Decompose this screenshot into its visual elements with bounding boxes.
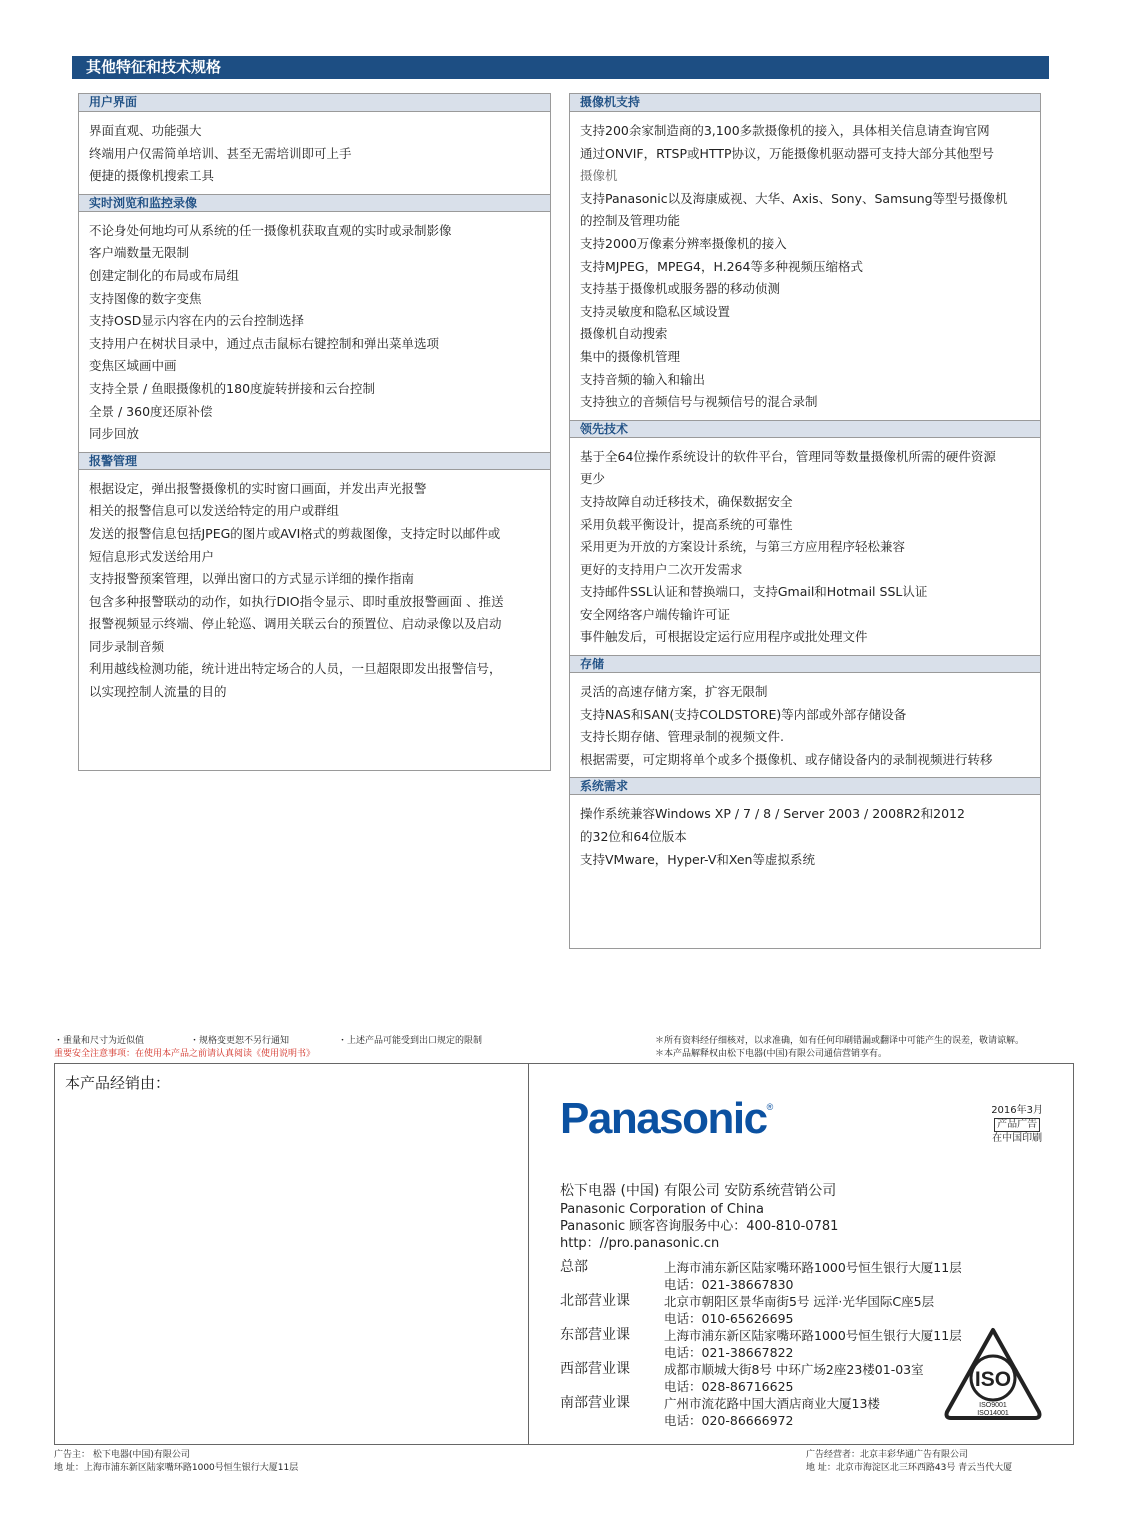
spec-line: 支持独立的音频信号与视频信号的混合录制 [580,394,818,410]
disclaimer-note-3: ・上述产品可能受到出口规定的限制 [338,1036,483,1046]
spec-line: 短信息形式发送给用户 [89,548,215,564]
banner-title: 其他特征和技术规格 [86,58,222,76]
agency-address: 地 址：北京市海淀区北三环西路43号 青云当代大厦 [806,1463,1013,1473]
spec-line: 利用越线检测功能，统计进出特定场合的人员，一旦超限即发出报警信号， [89,661,502,677]
dealer-panel [54,1063,1074,1445]
spec-line: 支持基于摄像机或服务器的移动侦测 [580,281,781,297]
spec-line: 同步回放 [89,426,140,442]
disclaimer-note-2: ・规格变更恕不另行通知 [190,1036,290,1046]
spec-line: 支持图像的数字变焦 [89,290,202,306]
spec-line: 支持音频的输入和输出 [580,371,706,387]
office-name: 总部 [560,1259,588,1275]
section-banner [72,56,1049,79]
spec-line: 同步录制音频 [89,638,165,654]
advertiser-info: 广告主： 松下电器(中国)有限公司 [54,1450,190,1460]
spec-line: 的控制及管理功能 [580,213,681,229]
spec-line: 通过ONVIF，RTSP或HTTP协议，万能摄像机驱动器可支持大部分其他型号 [580,145,994,161]
dealer-label: 本产品经销由： [65,1074,171,1092]
office-address: 北京市朝阳区景华南街5号 远洋·光华国际C座5层 [664,1294,935,1309]
spec-line: 根据设定，弹出报警摄像机的实时窗口画面，并发出声光报警 [89,480,427,496]
spec-line: 支持2000万像素分辨率摄像机的接入 [580,235,787,251]
accuracy-notice: ＊所有资料经仔细核对，以求准确，如有任何印刷错漏或翻译中可能产生的误差，敬请谅解。 [655,1036,1025,1046]
office-name: 南部营业课 [560,1395,630,1411]
spec-line: 包含多种报警联动的动作，如执行DIO指令显示、即时重放报警画面 、推送 [89,593,504,609]
company-info [560,1182,838,1252]
section-body [79,470,550,710]
office-phone: 电话：020-86666972 [664,1413,794,1428]
spec-line: 支持全景 / 鱼眼摄像机的180度旋转拼接和云台控制 [89,380,376,396]
office-entry [560,1293,962,1327]
section-body [79,112,550,194]
svg-text:ISO14001: ISO14001 [977,1410,1009,1417]
section-body [570,673,1040,777]
publication-date: 2016年3月 [991,1105,1043,1116]
office-list [560,1259,962,1429]
office-name: 西部营业课 [560,1361,630,1377]
spec-line: 支持故障自动迁移技术，确保数据安全 [580,493,793,509]
office-entry [560,1395,962,1429]
spec-line: 灵活的高速存储方案，扩容无限制 [580,684,768,700]
office-phone: 电话：021-38667830 [664,1277,794,1292]
spec-line: 便捷的摄像机搜索工具 [89,168,215,184]
left-spec-panel [78,93,551,771]
section-heading: 领先技术 [570,420,1040,438]
spec-line: 支持报警预案管理，以弹出窗口的方式显示详细的操作指南 [89,571,415,587]
disclaimer-note-1: ・重量和尺寸为近似值 [54,1036,145,1046]
office-address: 上海市浦东新区陆家嘴环路1000号恒生银行大厦11层 [664,1328,962,1343]
ad-tag: 产品广告 [994,1118,1040,1132]
svg-text:ISO9001: ISO9001 [979,1402,1007,1409]
section-heading: 用户界面 [79,94,550,112]
section-heading: 存储 [570,655,1040,673]
spec-line: 摄像机 [580,168,618,184]
office-phone: 电话：010-65626695 [664,1311,794,1326]
spec-line: 支持VMware，Hyper-V和Xen等虚拟系统 [580,851,815,867]
company-name-en: Panasonic Corporation of China [560,1202,765,1217]
spec-line: 的32位和64位版本 [580,829,687,845]
spec-line: 采用负载平衡设计，提高系统的可靠性 [580,516,793,532]
printed-in: 在中国印刷 [992,1133,1043,1144]
office-name: 北部营业课 [560,1293,630,1309]
svg-text:ISO: ISO [974,1368,1012,1391]
office-entry [560,1361,962,1395]
spec-line: 支持长期存储、管理录制的视频文件. [580,729,784,745]
office-entry [560,1259,962,1293]
advertiser-address: 地 址：上海市浦东新区陆家嘴环路1000号恒生银行大厦11层 [54,1463,299,1473]
spec-line: 支持灵敏度和隐私区域设置 [580,303,731,319]
safety-notice: 重要安全注意事项：在使用本产品之前请认真阅读《使用说明书》 [54,1049,316,1059]
section-body [570,112,1040,420]
spec-line: 支持邮件SSL认证和替换端口，支持Gmail和Hotmail SSL认证 [580,584,928,600]
spec-line: 界面直观、功能强大 [89,123,202,138]
spec-line: 报警视频显示终端、停止轮巡、调用关联云台的预置位、启动录像以及启动 [89,616,502,632]
website-link[interactable]: http：//pro.panasonic.cn [560,1236,720,1251]
spec-line: 全景 / 360度还原补偿 [89,403,213,419]
spec-line: 支持Panasonic以及海康威视、大华、Axis、Sony、Samsung等型号摄像机 [580,190,1008,206]
panasonic-logo: Panasonic® [560,1094,774,1143]
spec-line: 安全网络客户端传输许可证 [580,606,731,622]
spec-line: 事件触发后，可根据设定运行应用程序或批处理文件 [580,629,868,645]
spec-line: 不论身处何地均可从系统的任一摄像机获取直观的实时或录制影像 [89,222,452,238]
spec-line: 终端用户仅需简单培训、甚至无需培训即可上手 [89,145,352,161]
company-name-cn: 松下电器 (中国) 有限公司 安防系统营销公司 [560,1183,837,1199]
section-body [570,795,1040,877]
spec-line: 创建定制化的布局或布局组 [89,267,240,283]
spec-line: 基于全64位操作系统设计的软件平台，管理同等数量摄像机所需的硬件资源 [580,448,996,464]
spec-line: 更好的支持用户二次开发需求 [580,561,743,577]
section-body [570,438,1040,655]
spec-line: 支持OSD显示内容在内的云台控制选择 [89,313,304,329]
office-address: 上海市浦东新区陆家嘴环路1000号恒生银行大厦11层 [664,1260,962,1275]
spec-line: 支持200余家制造商的3,100多款摄像机的接入，具体相关信息请查询官网 [580,123,990,138]
spec-line: 以实现控制人流量的目的 [89,684,227,700]
hotline: Panasonic 顾客咨询服务中心：400-810-0781 [560,1219,839,1234]
spec-line: 操作系统兼容Windows XP / 7 / 8 / Server 2003 / 2008R2和2012 [580,806,965,822]
spec-line: 变焦区域画中画 [89,358,177,374]
office-phone: 电话：028-86716625 [664,1379,794,1394]
office-name: 东部营业课 [560,1327,630,1343]
publication-info [991,1104,1043,1146]
dealer-divider [528,1064,529,1444]
section-heading: 报警管理 [79,452,550,470]
section-heading: 实时浏览和监控录像 [79,194,550,212]
spec-line: 支持MJPEG，MPEG4，H.264等多种视频压缩格式 [580,258,863,274]
spec-line: 更少 [580,471,606,487]
section-heading: 系统需求 [570,777,1040,795]
office-address: 成都市顺城大街8号 中环广场2座23楼01-03室 [664,1362,924,1377]
right-spec-panel [569,93,1041,949]
office-phone: 电话：021-38667822 [664,1345,794,1360]
spec-line: 支持用户在树状目录中，通过点击鼠标右键控制和弹出菜单选项 [89,335,440,351]
office-entry [560,1327,962,1361]
spec-line: 集中的摄像机管理 [580,348,681,364]
section-body [79,212,550,452]
office-address: 广州市流花路中国大酒店商业大厦13楼 [664,1396,880,1411]
spec-line: 摄像机自动搜索 [580,326,668,342]
spec-line: 采用更为开放的方案设计系统，与第三方应用程序轻松兼容 [580,539,906,555]
spec-line: 发送的报警信息包括JPEG的图片或AVI格式的剪裁图像，支持定时以邮件或 [89,525,501,541]
section-heading: 摄像机支持 [570,94,1040,112]
spec-line: 根据需要，可定期将单个或多个摄像机、或存储设备内的录制视频进行转移 [580,751,993,767]
rights-notice: ＊本产品解释权由松下电器(中国)有限公司通信营销享有。 [655,1049,888,1059]
iso-certification-icon [941,1326,1045,1422]
spec-line: 客户端数量无限制 [89,245,190,261]
spec-line: 相关的报警信息可以发送给特定的用户或群组 [89,503,340,519]
spec-line: 支持NAS和SAN(支持COLDSTORE)等内部或外部存储设备 [580,706,907,722]
agency-info: 广告经营者：北京丰彩华通广告有限公司 [806,1450,969,1460]
